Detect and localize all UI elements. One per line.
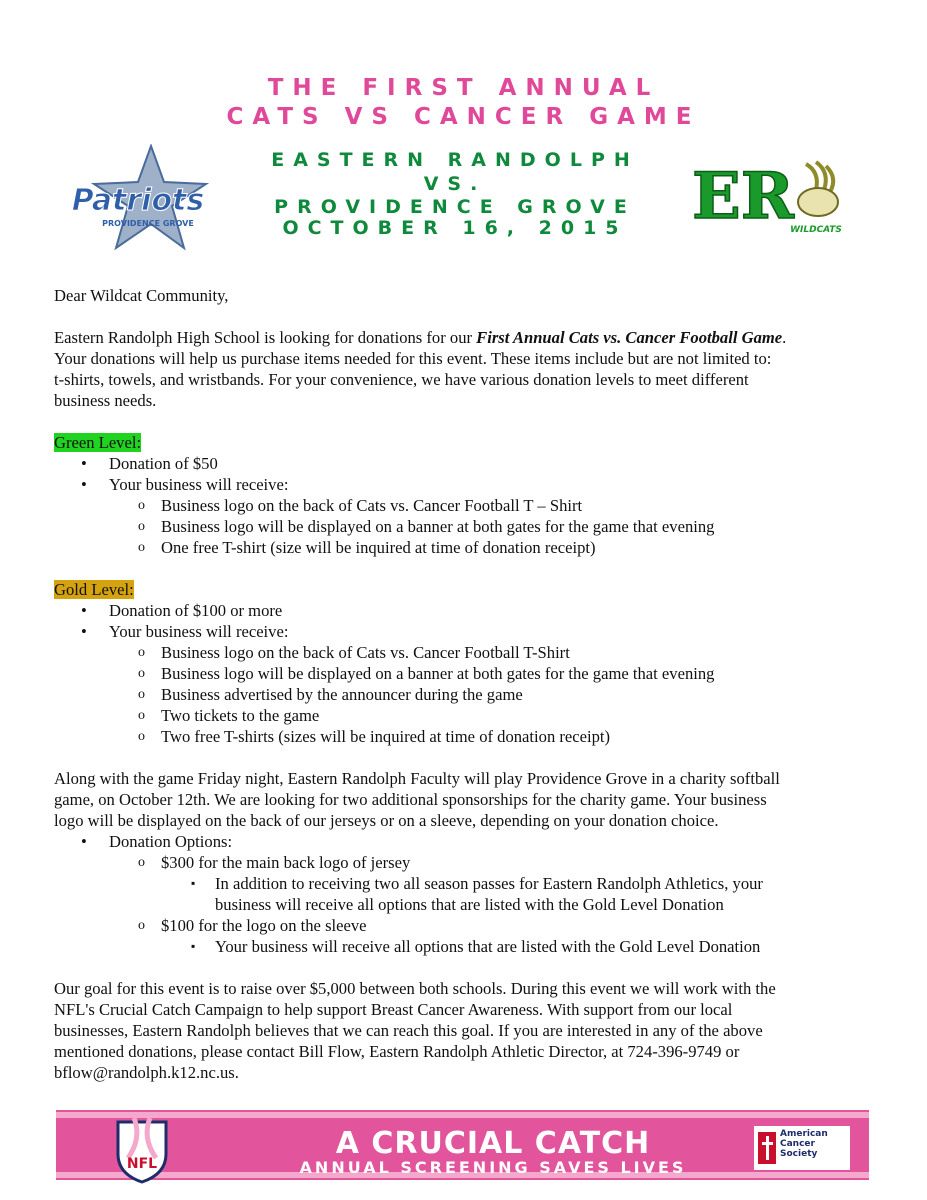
green-receive: • Your business will receive: bbox=[54, 474, 874, 495]
option-jersey-back: o $300 for the main back logo of jersey bbox=[54, 852, 874, 873]
intro-paragraph bbox=[54, 327, 874, 411]
intro-text: Eastern Randolph High School is looking for donations for our bbox=[54, 328, 477, 347]
er-wildcats-logo bbox=[688, 158, 848, 238]
softball-line: Along with the game Friday night, Eastern Randolph Faculty will play Providence Grove in a charity softball bbox=[54, 769, 780, 788]
gold-item: o Business logo on the back of Cats vs. Cancer Football T-Shirt bbox=[54, 642, 874, 663]
green-item: o One free T-shirt (size will be inquired at time of donation receipt) bbox=[54, 537, 874, 558]
er-logo-subtext: WILDCATS bbox=[790, 225, 842, 235]
gold-level-section bbox=[54, 579, 874, 747]
matchup-date: OCTOBER 16, 2015 bbox=[282, 217, 628, 239]
matchup-vs: VS. bbox=[423, 173, 487, 195]
green-item: o Business logo on the back of Cats vs. Cancer Football T – Shirt bbox=[54, 495, 874, 516]
event-name: First Annual Cats vs. Cancer Football Game bbox=[476, 328, 783, 347]
banner-title: A CRUCIAL CATCH bbox=[335, 1126, 651, 1161]
patriots-logo bbox=[66, 144, 216, 254]
banner-subtitle: ANNUAL SCREENING SAVES LIVES bbox=[299, 1158, 687, 1177]
option-sleeve: o $100 for the logo on the sleeve bbox=[54, 915, 874, 936]
donation-options-heading: • Donation Options: bbox=[54, 831, 874, 852]
closing-line: businesses, Eastern Randolph believes that we can reach this goal. If you are interested in any of the above bbox=[54, 1021, 763, 1040]
title-line-1: THE FIRST ANNUAL bbox=[267, 75, 660, 101]
gold-donation: • Donation of $100 or more bbox=[54, 600, 874, 621]
contact-email: bflow@randolph.k12.nc.us. bbox=[54, 1063, 239, 1082]
green-level-section bbox=[54, 432, 874, 558]
gold-item: o Business logo will be displayed on a banner at both gates for the game that evening bbox=[54, 663, 874, 684]
gold-item: o Business advertised by the announcer during the game bbox=[54, 684, 874, 705]
gold-item: o Two free T-shirts (sizes will be inquired at time of donation receipt) bbox=[54, 726, 874, 747]
softball-line: logo will be displayed on the back of our jerseys or on a sleeve, depending on your donation choice. bbox=[54, 811, 719, 830]
softball-paragraph bbox=[54, 768, 874, 957]
closing-paragraph bbox=[54, 978, 874, 1083]
softball-line: game, on October 12th. We are looking for two additional sponsorships for the charity game. Your business bbox=[54, 790, 767, 809]
gold-receive: • Your business will receive: bbox=[54, 621, 874, 642]
acs-logo-text: American Cancer Society bbox=[780, 1129, 828, 1159]
letter-body bbox=[54, 285, 874, 1083]
green-item: o Business logo will be displayed on a banner at both gates for the game that evening bbox=[54, 516, 874, 537]
closing-line: NFL's Crucial Catch Campaign to help support Breast Cancer Awareness. With support from our local bbox=[54, 1000, 733, 1019]
option-sleeve-detail: ▪ Your business will receive all options that are listed with the Gold Level Donation bbox=[54, 936, 874, 957]
intro-line: t-shirts, towels, and wristbands. For your convenience, we have various donation levels to meet different bbox=[54, 370, 749, 389]
er-logo-text: ER bbox=[692, 159, 794, 234]
banner-top-strip bbox=[56, 1112, 869, 1118]
matchup-team-1: EASTERN RANDOLPH bbox=[271, 149, 639, 171]
gold-item: o Two tickets to the game bbox=[54, 705, 874, 726]
nfl-logo-text: NFL bbox=[126, 1156, 158, 1172]
acs-sword-icon bbox=[756, 1128, 780, 1168]
green-donation: • Donation of $50 bbox=[54, 453, 874, 474]
intro-period: . bbox=[782, 328, 787, 347]
patriots-logo-text: Patriots bbox=[71, 183, 205, 218]
salutation: Dear Wildcat Community, bbox=[54, 286, 229, 305]
closing-line: mentioned donations, please contact Bill Flow, Eastern Randolph Athletic Director, at 724-396-9749 or bbox=[54, 1042, 740, 1061]
intro-line: business needs. bbox=[54, 391, 157, 410]
title-line-2: CATS VS CANCER GAME bbox=[226, 104, 701, 130]
nfl-shield-icon bbox=[112, 1114, 172, 1184]
gold-level-heading: Gold Level: bbox=[54, 580, 134, 599]
green-level-heading: Green Level: bbox=[54, 433, 142, 452]
closing-line: Our goal for this event is to raise over $5,000 between both schools. During this event we will work with the bbox=[54, 979, 776, 998]
matchup-team-2: PROVIDENCE GROVE bbox=[274, 196, 636, 218]
option-jersey-detail-cont: business will receive all options that are listed with the Gold Level Donation bbox=[215, 895, 724, 914]
intro-line: Your donations will help us purchase items needed for this event. These items include but are not limited to: bbox=[54, 349, 772, 368]
patriots-logo-subtext: PROVIDENCE GROVE bbox=[102, 219, 194, 228]
option-jersey-detail: ▪ In addition to receiving two all season passes for Eastern Randolph Athletics, your bbox=[54, 873, 874, 894]
